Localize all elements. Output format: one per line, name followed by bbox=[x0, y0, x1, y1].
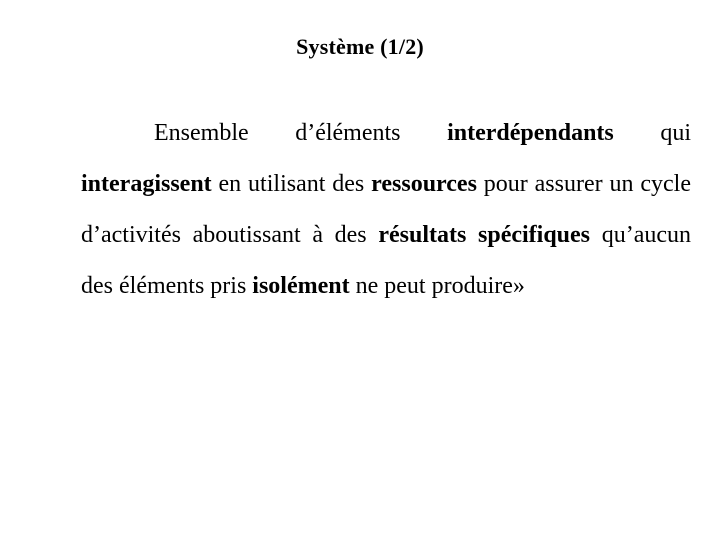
text-segment: qui bbox=[613, 120, 692, 146]
slide-title: Système (1/2) bbox=[296, 34, 424, 59]
definition-text bbox=[81, 108, 691, 312]
definition-paragraph bbox=[81, 108, 691, 312]
text-segment: qu’aucun des éléments pris bbox=[81, 222, 692, 299]
emphasis-interagissent: interagissent bbox=[81, 171, 212, 197]
text-segment: en utilisant des bbox=[211, 171, 372, 197]
emphasis-interdependants: interdépendants bbox=[447, 120, 614, 146]
text-segment: ne peut produire» bbox=[349, 273, 525, 299]
emphasis-resultats-specifiques: résultats spécifiques bbox=[378, 222, 591, 248]
emphasis-isolement: isolément bbox=[252, 273, 350, 299]
text-segment: Ensemble d’éléments bbox=[154, 120, 448, 146]
emphasis-ressources: ressources bbox=[371, 171, 477, 197]
text-segment: pour assurer un cycle d’activités aboutissant à des bbox=[81, 171, 691, 248]
